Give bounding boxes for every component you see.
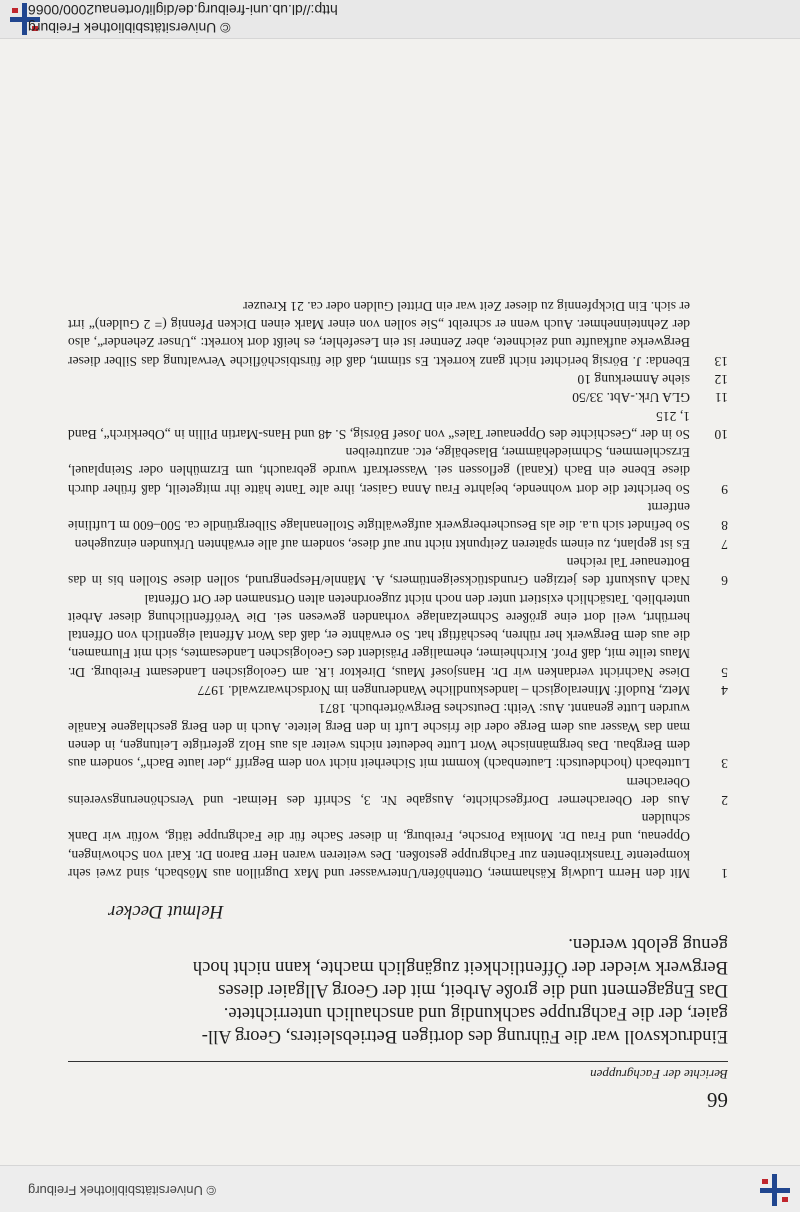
running-title: Berichte der Fachgruppen: [590, 1067, 728, 1082]
footnote: [68, 388, 728, 406]
viewer-footer: [0, 0, 800, 39]
footnote-number: 2: [721, 792, 728, 808]
footnote: [68, 370, 728, 388]
page-url[interactable]: http://dl.ub.uni-freiburg.de/diglit/ortenau2000/0066: [28, 2, 338, 18]
footnote: [68, 681, 728, 699]
footnote-text: Luttebach (hochdeutsch: Lautenbach) kommt mit Sicherheit nicht von dem Begriff „der laute Bach“, sondern aus dem Bergbau. Das bergmännische Wort Lutte bedeutet nichts weiter als aus Holz gefertigte Leitungen, in denen man das Wasser aus dem Berge oder die frische Luft in den Berg leitete. Auch in den Berg geschlagene Kanäle wurden Lutte genannt. Aus: Veith: Deutsches Bergwörterbuch. 1871: [68, 701, 690, 772]
footnote-number: 4: [721, 683, 728, 699]
footnote-number: 12: [714, 371, 728, 387]
footnote-text: Diese Nachricht verdanken wir Dr. Hansjosef Maus, Direktor i.R. am Geologischen Landesamt Freiburg. Dr. Maus teilte mit, daß Prof. Kirchheimer, ehemaliger Präsident des Geologischen Landesamtes, sich mit Flurnamen, die aus dem Bergwerk her rühren, beschäftigt hat. So erwähnte er, daß das Wort Affental eigentlich von Offental herrührt, weil dort eine größere Schmelzanlage vorhanden gewesen sei. Die Veröffentlichung dieser Arbeit unterblieb. Tatsächlich existiert unter den noch nicht zugeordneten alten Ortsnamen der Ort Offental: [68, 591, 690, 680]
footnote-text: siehe Anmerkung 10: [577, 371, 690, 387]
running-head: [68, 1064, 728, 1112]
footnote: [68, 809, 728, 882]
footnote-number: 10: [714, 426, 728, 442]
footnote-number: 1: [721, 866, 728, 881]
footnote-number: 5: [721, 664, 728, 680]
footnote-number: 3: [721, 756, 728, 772]
footnote: [68, 699, 728, 772]
footnote: [68, 772, 728, 809]
footnotes: [68, 297, 728, 883]
footnote-text: Metz, Rudolf: Mineralogisch – landeskundliche Wanderungen im Nordschwarzwald. 1977: [197, 683, 690, 699]
author-signature: Helmut Decker: [108, 901, 224, 922]
body-line: gaier, der die Fachgruppe sachkundig und anschaulich unterrichtete.: [223, 1003, 728, 1023]
footnote-text: Nach Auskunft des jetzigen Grundstückseigentümers, A. Männle/Hespengrund, sollen diese Stollen bis in das Bottenauer Tal reichen: [68, 554, 690, 589]
footnote: [68, 406, 728, 443]
viewer-header: [0, 1165, 800, 1212]
university-logo-icon: [760, 1174, 790, 1206]
footnote-text: So in der „Geschichte des Oppenauer Tales“ von Josef Börsig, S. 48 und Hans-Martin Pillin in „Oberkirch“, Band 1, 215: [68, 408, 690, 442]
footnote-text: Ebenda: J. Börsig berichtet nicht ganz korrekt. Es stimmt, daß die fürstbischöfliche Verwaltung das Silber dieser Bergwerke aufkaufte und zeichnete, aber Zentner ist ein Lesefehler, es heißt dort korrekt: „Unser Zehender“, also der Zehnteinnehmer. Auch wenn er schreibt „Sie sollen von einer Mark einen Dicken Pfennig (= 2 Gulden)“ irrt er sich. Ein Dickpfennig zu dieser Zeit war ein Drittel Gulden oder ca. 21 Kreuzer: [68, 298, 690, 369]
footnote: [68, 498, 728, 535]
body-text: [68, 932, 728, 1047]
footnote: [68, 443, 728, 498]
footnote: [68, 534, 728, 552]
library-copyright-bottom: © Universitätsbibliothek Freiburg: [28, 20, 231, 36]
footnote-number: 9: [721, 481, 728, 497]
body-line: Eindrucksvoll war die Führung des dortigen Betriebsleiters, Georg All-: [201, 1026, 728, 1046]
header-rule: [68, 1061, 728, 1062]
footnote-text: Mit den Herrn Ludwig Käshammer, Ottenhöfen/Unterwasser und Max Dugrillon aus Mösbach, sind zwei sehr kompetente Transkribenten zur Fachgruppe gestoßen. Des weiteren waren Herr Baron Dr. Karl von Schowingen, Oppenau, und Frau Dr. Monika Porsche, Freiburg, in dieser Sache für die Fachgruppe tätig, wofür wir Dank schulden: [68, 811, 690, 881]
footnote-number: 7: [721, 536, 728, 552]
footnote: [68, 589, 728, 680]
footnote-text: So berichtet die dort wohnende, bejahrte Frau Anna Gaiser, ihre alte Tante hätte ihr mitgeteilt, daß früher durch diese Ebene ein Bach (Kanal) geflossen sei. Wasserkraft wurde gebraucht, um Erzmühlen oder Steinplauel, Erzschlemmen, Schmiedehämmer, Blasebälge, etc. anzutreiben: [68, 445, 690, 497]
footnote-number: 8: [721, 518, 728, 534]
body-line: Bergwerk wieder der Öffentlichkeit zugänglich machte, kann nicht hoch: [192, 957, 728, 977]
footnote-number: 6: [721, 573, 728, 589]
footnote-number: 11: [714, 390, 728, 406]
footnote-text: So befindet sich u.a. die als Besucherbergwerk aufgewältigte Stollenanlage Silbergründle ca. 500–600 m Luftlinie entfernt: [68, 500, 690, 534]
library-copyright-top: © Universitätsbibliothek Freiburg: [28, 1183, 217, 1198]
footnote-number: 13: [714, 353, 728, 369]
footnote-text: Aus der Oberacherner Dorfgeschichte, Ausgabe Nr. 3, Schrift des Heimat- und Verschönerungsvereins Oberachern: [68, 774, 690, 808]
footnote-text: Es ist geplant, zu einem späteren Zeitpunkt nicht nur auf diese, sondern auf alle erwähnten Urkunden einzugehen: [74, 536, 690, 552]
page-number: 66: [707, 1088, 728, 1112]
footnote-text: GLA Urk.-Abt. 33/50: [572, 390, 690, 406]
book-page: [68, 297, 728, 1113]
body-line: genug gelobt werden.: [568, 934, 728, 954]
body-line: Das Engagement und die große Arbeit, mit der Georg Allgaier dieses: [218, 980, 728, 1000]
footnote: [68, 297, 728, 370]
footnote: [68, 553, 728, 590]
